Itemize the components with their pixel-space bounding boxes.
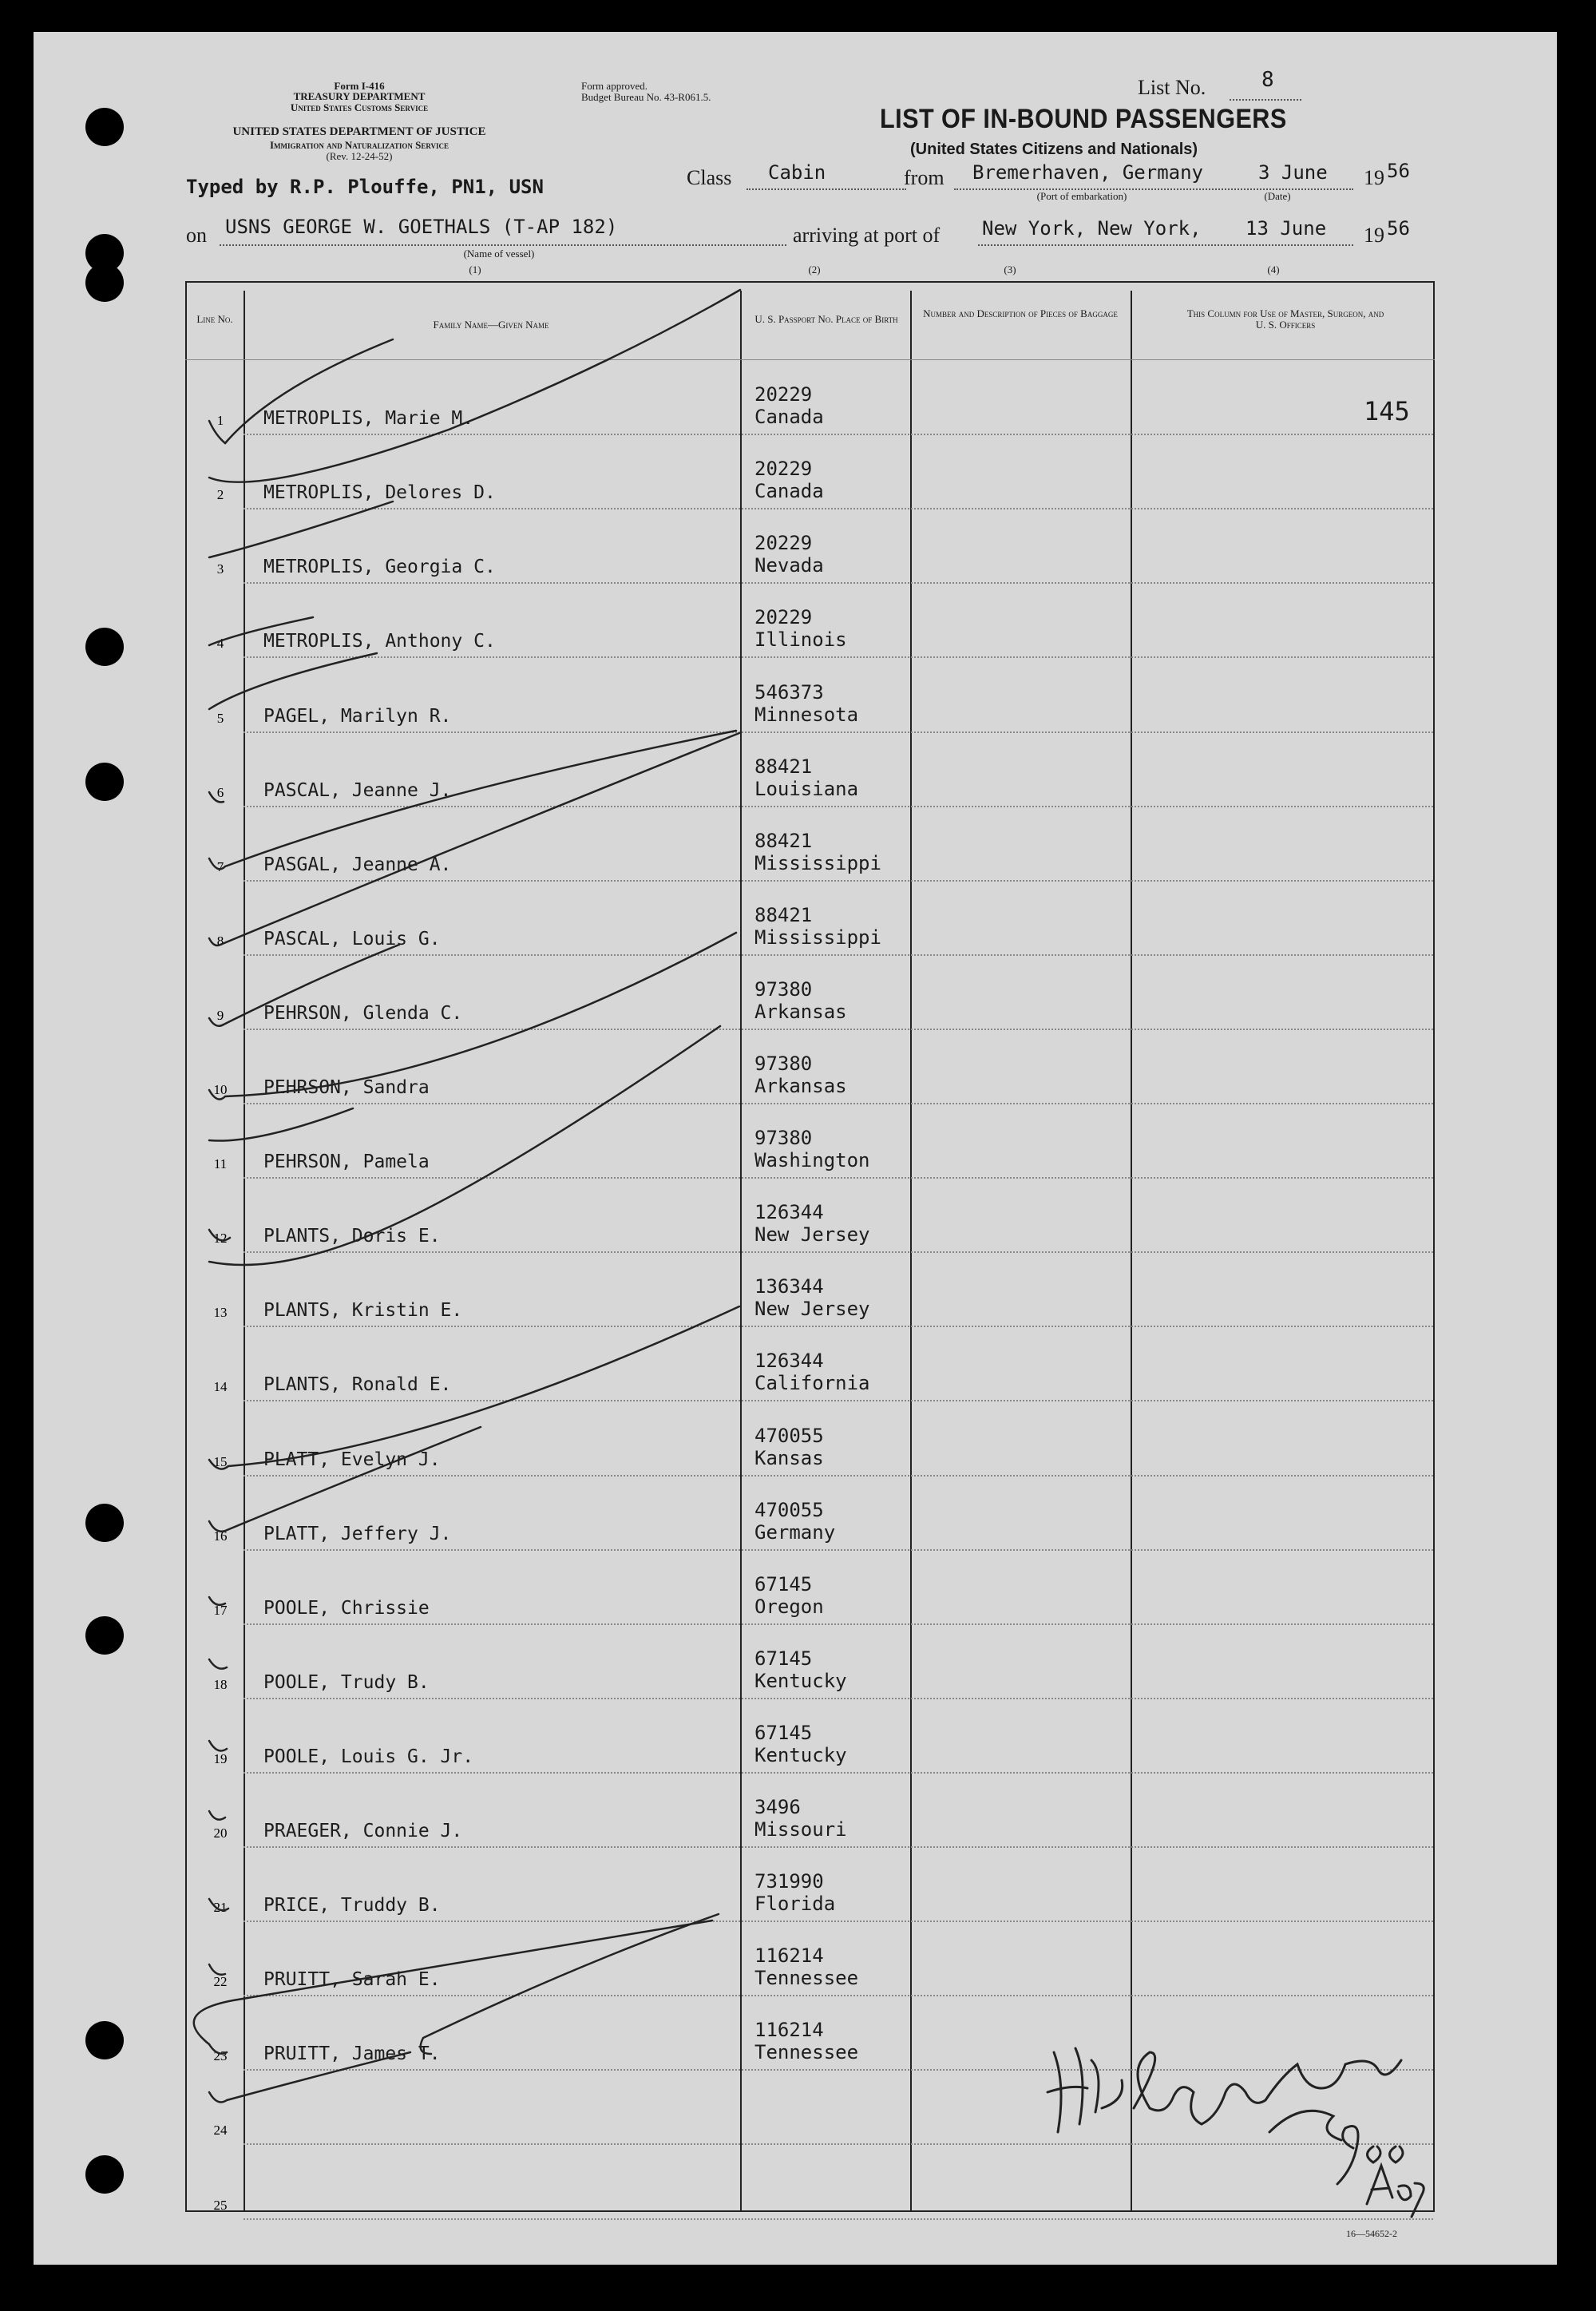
row-passport-number: 731990 (754, 1870, 824, 1893)
check-mark (209, 1741, 227, 1750)
arrival-year-prefix: 19 (1364, 224, 1384, 247)
check-mark (209, 933, 736, 1100)
port-embark-caption: (Port of embarkation) (1036, 190, 1127, 202)
row-passenger-name: PRICE, Truddy B. (263, 1895, 441, 1917)
row-passport-number: 470055 (754, 1424, 824, 1447)
row-line-number: 7 (216, 858, 224, 874)
row-line-number: 6 (216, 784, 224, 800)
row-place-of-birth: California (754, 1372, 870, 1395)
row-passenger-name: METROPLIS, Georgia C. (263, 557, 496, 578)
row-passport-number: 116214 (754, 2019, 824, 2042)
row-place-of-birth: Kansas (754, 1446, 824, 1469)
class-value: Cabin (768, 161, 826, 184)
check-mark (209, 945, 399, 1026)
arrival-date: 13 June (1246, 217, 1327, 240)
row-line-number: 23 (213, 2048, 228, 2064)
arriving-label: arriving at port of (793, 224, 941, 247)
form-number: Form I-416 (334, 80, 385, 92)
row-place-of-birth: Louisiana (754, 777, 859, 800)
row-passport-number: 88421 (754, 903, 813, 926)
check-mark (209, 1306, 739, 1469)
check-mark (209, 501, 393, 557)
form-title: LIST OF IN-BOUND PASSENGERS (880, 104, 1287, 134)
row-line-number: 1 (216, 413, 224, 429)
row-place-of-birth: Minnesota (754, 703, 859, 726)
vessel-name: USNS GEORGE W. GOETHALS (T-AP 182) (225, 216, 618, 238)
row-place-of-birth: Nevada (754, 554, 824, 577)
row-passenger-name: PRAEGER, Connie J. (263, 1821, 463, 1841)
row-passenger-name: PEHRSON, Glenda C. (263, 1002, 463, 1024)
check-mark (421, 1914, 719, 2054)
row-passport-number: 20229 (754, 606, 813, 629)
row-passenger-name: POOLE, Chrissie (263, 1597, 430, 1619)
check-mark (209, 1597, 225, 1605)
check-mark (209, 2044, 227, 2054)
row-line-number: 5 (216, 710, 224, 726)
row-passenger-name: PLANTS, Kristin E. (263, 1300, 463, 1322)
budget-bureau: Budget Bureau No. 43-R061.5. (581, 91, 711, 103)
row-place-of-birth: Illinois (754, 628, 847, 652)
row-passenger-name: METROPLIS, Anthony C. (263, 631, 496, 652)
check-mark (209, 339, 393, 443)
treasury-dept: TREASURY DEPARTMENT (293, 90, 426, 102)
list-no-value: 8 (1261, 68, 1274, 92)
row-line-number: 25 (213, 2197, 228, 2213)
arrival-port: New York, New York, (982, 217, 1202, 240)
row-place-of-birth: Missouri (754, 1818, 847, 1841)
check-mark (209, 1427, 481, 1532)
on-label: on (186, 224, 207, 247)
from-label: from (904, 166, 945, 189)
ins-service: Immigration and Naturalization Service (269, 139, 449, 151)
row-passport-number: 67145 (754, 1647, 813, 1670)
check-mark (209, 1108, 353, 1141)
row-line-number: 14 (213, 1379, 228, 1395)
form-subtitle: (United States Citizens and Nationals) (910, 141, 1198, 158)
row-place-of-birth: Arkansas (754, 1075, 847, 1097)
check-mark (209, 1230, 230, 1240)
row-line-number: 4 (216, 636, 224, 652)
row-passenger-name: PLATT, Jeffery J. (263, 1523, 452, 1544)
row-passenger-name: PASGAL, Jeanne A. (263, 854, 452, 875)
row-passenger-name: PASCAL, Louis G. (263, 928, 441, 949)
row-passport-number: 88421 (754, 829, 813, 852)
row-place-of-birth: Kentucky (754, 1669, 847, 1692)
row-line-number: 21 (213, 1900, 228, 1916)
vessel-caption: (Name of vessel) (463, 248, 535, 260)
row-passenger-name: METROPLIS, Delores D. (263, 482, 496, 504)
row-line-number: 20 (213, 1825, 228, 1841)
row-passport-number: 67145 (754, 1572, 813, 1596)
row-passport-number: 546373 (754, 680, 824, 704)
row-passenger-name: PLANTS, Ronald E. (263, 1374, 452, 1396)
check-mark (209, 2052, 410, 2102)
row-place-of-birth: Mississippi (754, 851, 881, 874)
row-place-of-birth: Mississippi (754, 926, 881, 949)
row-place-of-birth: Tennessee (754, 2041, 859, 2064)
arrival-year: 56 (1387, 217, 1410, 240)
check-mark (209, 1964, 225, 1975)
row-line-number: 17 (213, 1602, 228, 1618)
class-label: Class (687, 166, 732, 189)
row-line-number: 18 (213, 1676, 228, 1692)
row-place-of-birth: Germany (754, 1520, 836, 1544)
row-place-of-birth: Kentucky (754, 1743, 847, 1766)
row-place-of-birth: Florida (754, 1893, 836, 1916)
header-officers: This Column for Use of Master, Surgeon, and U. S. Officers (1186, 307, 1384, 331)
row-passport-number: 20229 (754, 383, 813, 406)
row-passport-number: 97380 (754, 977, 813, 1001)
row-place-of-birth: Canada (754, 406, 824, 429)
col-num-4: (4) (1267, 264, 1280, 275)
row-passport-number: 126344 (754, 1350, 824, 1373)
row-passport-number: 116214 (754, 1944, 824, 1968)
row-place-of-birth: Canada (754, 480, 824, 503)
row-passport-number: 88421 (754, 755, 813, 778)
row-line-number: 2 (216, 487, 224, 503)
row-passenger-name: PRUITT, Sarah E. (263, 1969, 441, 1991)
row-passport-number: 97380 (754, 1052, 813, 1075)
row-passenger-name: PEHRSON, Sandra (263, 1077, 430, 1098)
row-line-number: 24 (213, 2123, 228, 2139)
check-mark (209, 733, 739, 945)
row-passport-number: 20229 (754, 458, 813, 481)
check-mark (209, 1659, 227, 1669)
row-passport-number: 470055 (754, 1498, 824, 1521)
form-approved: Form approved. (581, 80, 648, 92)
revision-date: (Rev. 12-24-52) (326, 150, 393, 162)
from-date: 3 June (1258, 161, 1328, 184)
date-caption: (Date) (1264, 190, 1291, 202)
row-passenger-name: PAGEL, Marilyn R. (263, 705, 452, 727)
header-name: Family Name—Given Name (433, 319, 549, 331)
check-mark (209, 731, 736, 869)
customs-service: United States Customs Service (290, 101, 429, 113)
header-line-no: Line No. (196, 313, 233, 325)
row-place-of-birth: Washington (754, 1149, 870, 1172)
row-place-of-birth: New Jersey (754, 1298, 870, 1321)
row-line-number: 16 (213, 1528, 228, 1544)
officer-signature (1047, 2048, 1424, 2217)
check-mark (209, 1899, 228, 1910)
col-num-2: (2) (808, 264, 821, 275)
row-line-number: 12 (213, 1231, 228, 1247)
row-passenger-name: PLANTS, Doris E. (263, 1226, 441, 1247)
check-mark (209, 792, 224, 803)
col-num-3: (3) (1004, 264, 1016, 275)
row-passport-number: 20229 (754, 532, 813, 555)
row-line-number: 11 (213, 1156, 228, 1172)
row-passenger-name: POOLE, Louis G. Jr. (263, 1746, 474, 1767)
from-year-prefix: 19 (1364, 166, 1384, 189)
list-no-label: List No. (1138, 76, 1206, 99)
row-passenger-name: METROPLIS, Marie M. (263, 408, 474, 430)
check-mark (209, 1026, 720, 1265)
row-line-number: 8 (216, 933, 224, 949)
row-passport-number: 67145 (754, 1721, 813, 1744)
header-passport: U. S. Passport No. Place of Birth (754, 313, 898, 325)
header-baggage: Number and Description of Pieces of Baggage (923, 307, 1118, 319)
row-line-number: 13 (213, 1305, 228, 1321)
row-line-number: 10 (213, 1082, 228, 1097)
row-place-of-birth: Arkansas (754, 1000, 847, 1023)
typed-by: Typed by R.P. Plouffe, PN1, USN (186, 176, 544, 198)
row-passenger-name: POOLE, Trudy B. (263, 1671, 430, 1693)
row-passport-number: 97380 (754, 1127, 813, 1150)
row-line-number: 9 (216, 1007, 224, 1023)
row-passport-number: 136344 (754, 1275, 824, 1298)
check-mark (194, 1921, 712, 2044)
justice-dept: UNITED STATES DEPARTMENT OF JUSTICE (232, 125, 486, 138)
officer-note: 145 (1364, 396, 1410, 426)
from-year: 56 (1387, 160, 1410, 182)
check-mark (209, 290, 740, 482)
check-mark (209, 1811, 225, 1820)
row-passenger-name: PASCAL, Jeanne J. (263, 779, 452, 801)
row-place-of-birth: Oregon (754, 1595, 824, 1618)
row-line-number: 22 (213, 1974, 228, 1990)
row-passport-number: 3496 (754, 1796, 801, 1818)
row-line-number: 19 (213, 1750, 228, 1766)
from-port: Bremerhaven, Germany (972, 161, 1203, 184)
col-num-1: (1) (469, 264, 481, 275)
check-mark (209, 653, 377, 709)
row-passenger-name: PLATT, Evelyn J. (263, 1449, 441, 1470)
row-passenger-name: PEHRSON, Pamela (263, 1152, 430, 1173)
row-line-number: 3 (216, 561, 224, 577)
row-place-of-birth: Tennessee (754, 1967, 859, 1990)
row-passport-number: 126344 (754, 1201, 824, 1224)
form-code: 16—54652-2 (1346, 2228, 1397, 2239)
row-line-number: 15 (213, 1453, 228, 1469)
row-place-of-birth: New Jersey (754, 1223, 870, 1247)
row-passenger-name: PRUITT, James T. (263, 2043, 441, 2065)
check-mark (209, 617, 313, 645)
